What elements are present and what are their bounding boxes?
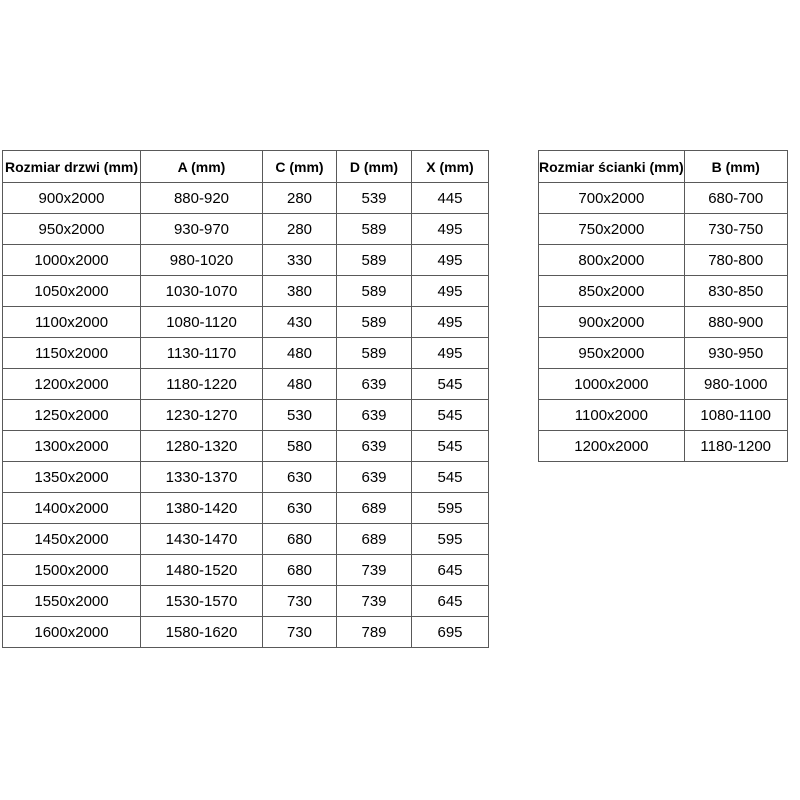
table-cell: 480 xyxy=(263,338,337,369)
table-cell: 1330-1370 xyxy=(141,462,263,493)
table-cell: 689 xyxy=(337,493,412,524)
table-cell: 1350x2000 xyxy=(3,462,141,493)
table-cell: 495 xyxy=(412,245,489,276)
table-cell: 495 xyxy=(412,276,489,307)
column-header: B (mm) xyxy=(684,151,787,183)
table-cell: 645 xyxy=(412,555,489,586)
table-cell: 950x2000 xyxy=(539,338,685,369)
table-cell: 595 xyxy=(412,524,489,555)
table-cell: 1480-1520 xyxy=(141,555,263,586)
table-cell: 1000x2000 xyxy=(3,245,141,276)
table-cell: 589 xyxy=(337,338,412,369)
table-cell: 1250x2000 xyxy=(3,400,141,431)
table-cell: 280 xyxy=(263,214,337,245)
table-cell: 800x2000 xyxy=(539,245,685,276)
table-cell: 1400x2000 xyxy=(3,493,141,524)
table-cell: 680-700 xyxy=(684,183,787,214)
table-row xyxy=(539,245,788,276)
table-cell: 1130-1170 xyxy=(141,338,263,369)
table-cell: 1230-1270 xyxy=(141,400,263,431)
column-header: C (mm) xyxy=(263,151,337,183)
table-row xyxy=(3,555,489,586)
table-cell: 430 xyxy=(263,307,337,338)
table-cell: 980-1020 xyxy=(141,245,263,276)
table-cell: 930-950 xyxy=(684,338,787,369)
table-cell: 900x2000 xyxy=(539,307,685,338)
table-row xyxy=(3,617,489,648)
table-cell: 1580-1620 xyxy=(141,617,263,648)
table-cell: 1200x2000 xyxy=(3,369,141,400)
table-cell: 880-900 xyxy=(684,307,787,338)
table-cell: 680 xyxy=(263,555,337,586)
table-cell: 630 xyxy=(263,462,337,493)
table-row xyxy=(3,183,489,214)
table-cell: 1000x2000 xyxy=(539,369,685,400)
table-cell: 589 xyxy=(337,214,412,245)
table-cell: 545 xyxy=(412,431,489,462)
table-cell: 789 xyxy=(337,617,412,648)
table-cell: 639 xyxy=(337,431,412,462)
table-cell: 589 xyxy=(337,276,412,307)
column-header: D (mm) xyxy=(337,151,412,183)
column-header: Rozmiar drzwi (mm) xyxy=(3,151,141,183)
table-row xyxy=(539,338,788,369)
table-cell: 1180-1200 xyxy=(684,431,787,462)
table-cell: 1100x2000 xyxy=(539,400,685,431)
table-cell: 1100x2000 xyxy=(3,307,141,338)
table-row xyxy=(3,338,489,369)
table-cell: 1030-1070 xyxy=(141,276,263,307)
table-cell: 330 xyxy=(263,245,337,276)
table-cell: 730 xyxy=(263,586,337,617)
table-row xyxy=(3,400,489,431)
table-row xyxy=(539,307,788,338)
table-cell: 1150x2000 xyxy=(3,338,141,369)
table-row xyxy=(3,462,489,493)
table-cell: 880-920 xyxy=(141,183,263,214)
table-cell: 739 xyxy=(337,555,412,586)
table-row xyxy=(539,400,788,431)
table-cell: 639 xyxy=(337,369,412,400)
table-cell: 1530-1570 xyxy=(141,586,263,617)
table-cell: 1180-1220 xyxy=(141,369,263,400)
column-header: A (mm) xyxy=(141,151,263,183)
table-cell: 1380-1420 xyxy=(141,493,263,524)
header-row xyxy=(539,151,788,183)
header-row xyxy=(3,151,489,183)
table-row xyxy=(539,431,788,462)
table-cell: 495 xyxy=(412,214,489,245)
table-cell: 680 xyxy=(263,524,337,555)
table-cell: 830-850 xyxy=(684,276,787,307)
table-cell: 445 xyxy=(412,183,489,214)
table-cell: 1080-1100 xyxy=(684,400,787,431)
table-cell: 495 xyxy=(412,338,489,369)
table-cell: 630 xyxy=(263,493,337,524)
table-cell: 1080-1120 xyxy=(141,307,263,338)
table-cell: 545 xyxy=(412,369,489,400)
table-cell: 730-750 xyxy=(684,214,787,245)
table-cell: 539 xyxy=(337,183,412,214)
door-sizes-table xyxy=(2,150,489,648)
table-row xyxy=(3,307,489,338)
table-cell: 930-970 xyxy=(141,214,263,245)
table-cell: 639 xyxy=(337,400,412,431)
table-cell: 280 xyxy=(263,183,337,214)
table-cell: 1200x2000 xyxy=(539,431,685,462)
table-cell: 950x2000 xyxy=(3,214,141,245)
table-cell: 1600x2000 xyxy=(3,617,141,648)
table-cell: 480 xyxy=(263,369,337,400)
table-cell: 900x2000 xyxy=(3,183,141,214)
table-cell: 730 xyxy=(263,617,337,648)
table-cell: 980-1000 xyxy=(684,369,787,400)
table-row xyxy=(539,183,788,214)
table-row xyxy=(3,586,489,617)
table-cell: 695 xyxy=(412,617,489,648)
table-cell: 380 xyxy=(263,276,337,307)
table-row xyxy=(3,431,489,462)
table-row xyxy=(3,524,489,555)
table-cell: 780-800 xyxy=(684,245,787,276)
table-cell: 750x2000 xyxy=(539,214,685,245)
table-cell: 639 xyxy=(337,462,412,493)
table-cell: 850x2000 xyxy=(539,276,685,307)
table-cell: 739 xyxy=(337,586,412,617)
table-cell: 589 xyxy=(337,245,412,276)
table-cell: 689 xyxy=(337,524,412,555)
wall-panel-sizes-table xyxy=(538,150,788,462)
table-cell: 645 xyxy=(412,586,489,617)
table-cell: 595 xyxy=(412,493,489,524)
table-cell: 545 xyxy=(412,462,489,493)
table-row xyxy=(3,493,489,524)
column-header: Rozmiar ścianki (mm) xyxy=(539,151,685,183)
table-cell: 545 xyxy=(412,400,489,431)
table-cell: 589 xyxy=(337,307,412,338)
table-cell: 1280-1320 xyxy=(141,431,263,462)
table-cell: 580 xyxy=(263,431,337,462)
column-header: X (mm) xyxy=(412,151,489,183)
table-cell: 1050x2000 xyxy=(3,276,141,307)
table-row xyxy=(539,276,788,307)
table-row xyxy=(3,245,489,276)
table-row xyxy=(539,214,788,245)
table-cell: 530 xyxy=(263,400,337,431)
table-cell: 700x2000 xyxy=(539,183,685,214)
table-cell: 1300x2000 xyxy=(3,431,141,462)
table-row xyxy=(3,214,489,245)
table-cell: 1550x2000 xyxy=(3,586,141,617)
table-cell: 1500x2000 xyxy=(3,555,141,586)
table-cell: 495 xyxy=(412,307,489,338)
table-cell: 1430-1470 xyxy=(141,524,263,555)
table-row xyxy=(539,369,788,400)
table-cell: 1450x2000 xyxy=(3,524,141,555)
table-row xyxy=(3,276,489,307)
table-row xyxy=(3,369,489,400)
